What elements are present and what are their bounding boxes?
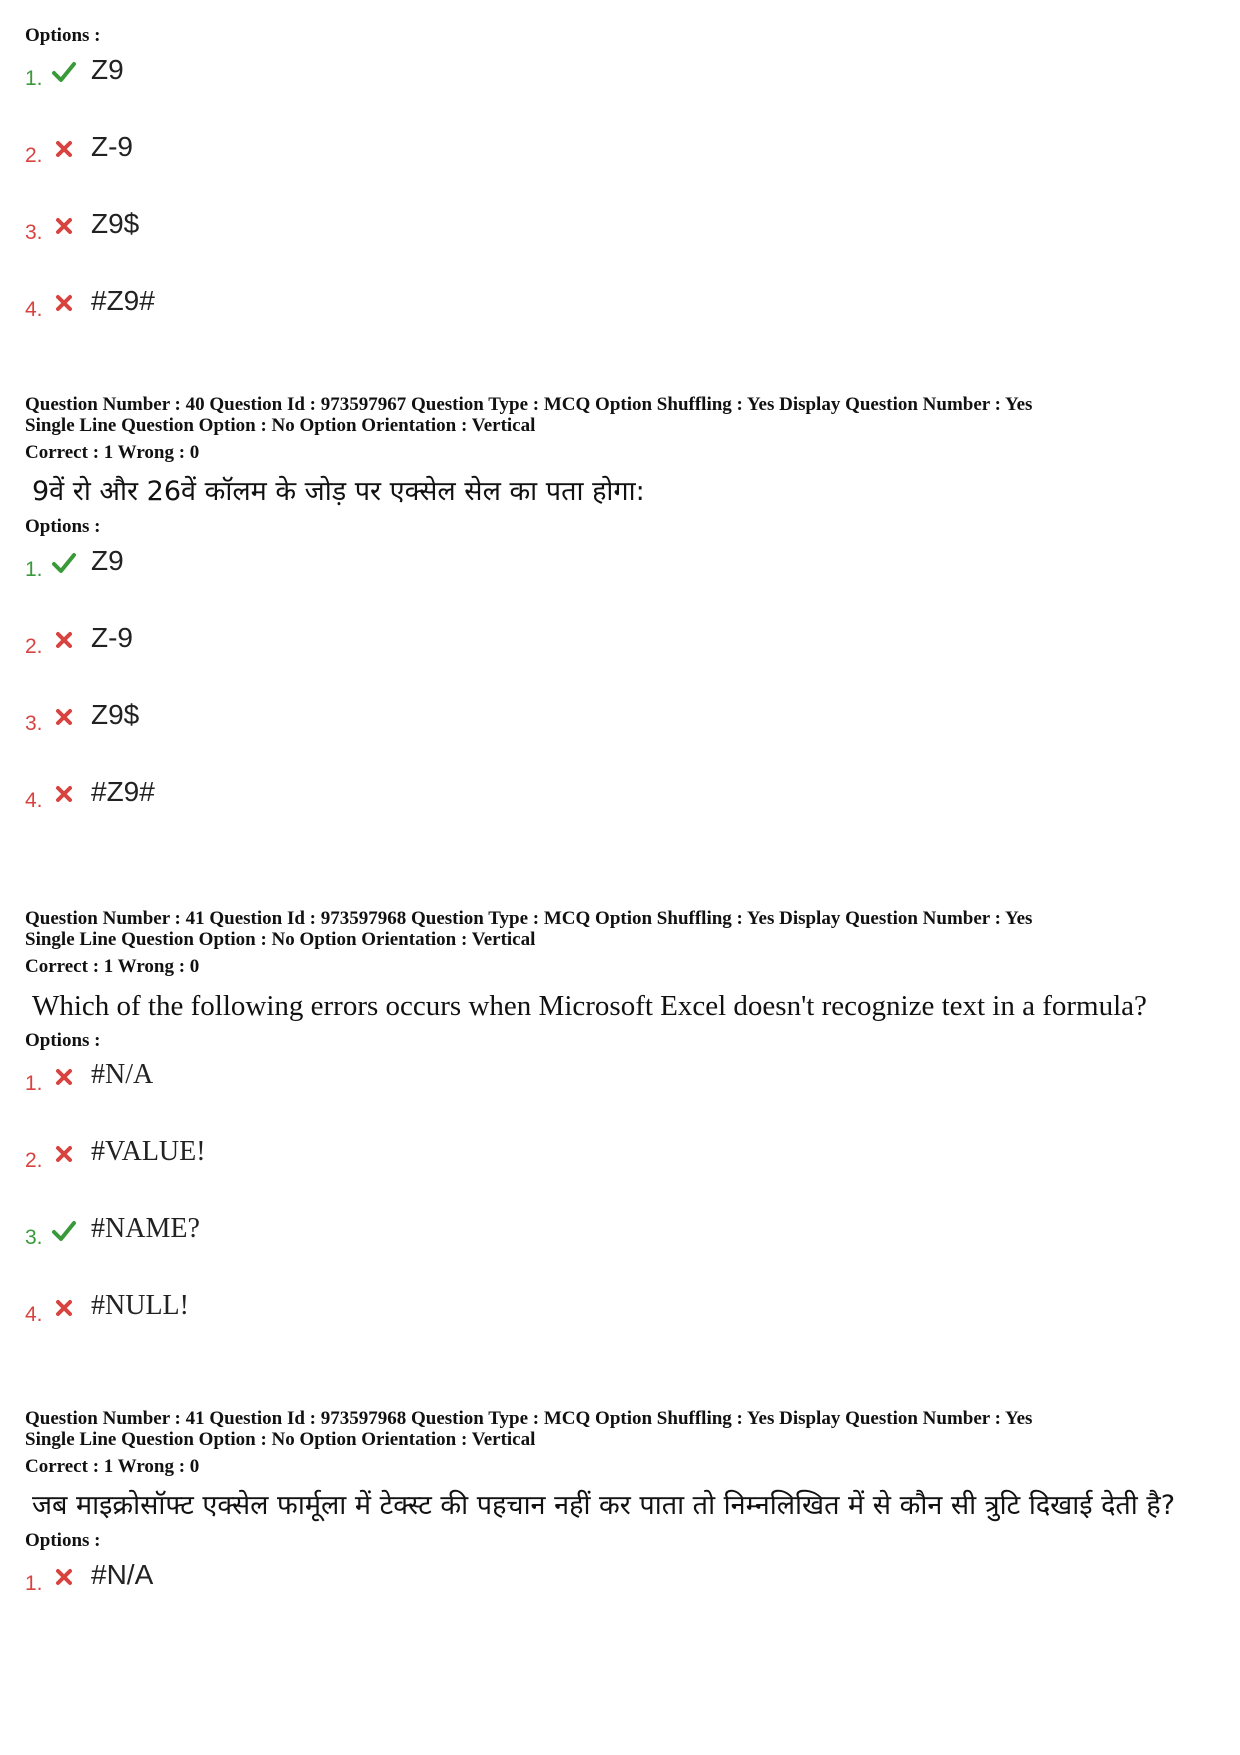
options-label: Options : xyxy=(25,1530,101,1551)
cross-icon xyxy=(51,627,77,653)
question-41-english-block xyxy=(25,908,1215,1366)
option-item xyxy=(25,1135,1215,1212)
option-item xyxy=(25,544,1215,621)
cross-icon xyxy=(51,1141,77,1167)
options-label: Options : xyxy=(25,516,101,537)
option-number: 3. xyxy=(25,1226,43,1249)
marks-line: Correct : 1 Wrong : 0 xyxy=(25,1456,200,1477)
question-meta: Question Number : 41 Question Id : 973597968 Question Type : MCQ Option Shuffling : Yes Display Question Number : Yes xyxy=(25,908,1033,929)
option-number: 2. xyxy=(25,635,43,658)
question-40-block xyxy=(25,394,1215,852)
option-list xyxy=(25,53,1215,361)
option-text: Z9$ xyxy=(91,699,140,730)
option-number: 4. xyxy=(25,1303,43,1326)
question-text: जब माइक्रोसॉफ्ट एक्सेल फार्मूला में टेक्स्ट की पहचान नहीं कर पाता तो निम्नलिखित में से कौन सी त्रुटि दिखाई देती है? xyxy=(32,1490,1176,1521)
option-item xyxy=(25,775,1215,852)
option-number: 2. xyxy=(25,144,43,167)
option-text: #VALUE! xyxy=(91,1136,206,1167)
option-number: 1. xyxy=(25,67,43,90)
marks-line: Correct : 1 Wrong : 0 xyxy=(25,956,200,977)
option-number: 1. xyxy=(25,558,43,581)
option-text: Z9 xyxy=(91,545,124,576)
option-text: #N/A xyxy=(91,1059,154,1090)
option-text: #N/A xyxy=(91,1559,154,1590)
option-text: Z9 xyxy=(91,54,124,85)
question-meta: Question Number : 40 Question Id : 973597967 Question Type : MCQ Option Shuffling : Yes Display Question Number : Yes xyxy=(25,394,1033,415)
option-item xyxy=(25,698,1215,775)
option-text: Z-9 xyxy=(91,622,133,653)
option-number: 3. xyxy=(25,712,43,735)
option-item xyxy=(25,1558,1215,1635)
option-number: 2. xyxy=(25,1149,43,1172)
cross-icon xyxy=(51,1064,77,1090)
marks-line: Correct : 1 Wrong : 0 xyxy=(25,442,200,463)
question-text: Which of the following errors occurs when Microsoft Excel doesn't recognize text in a formula? xyxy=(32,990,1147,1022)
question-meta: Single Line Question Option : No Option Orientation : Vertical xyxy=(25,929,536,950)
options-label: Options : xyxy=(25,25,101,46)
option-item xyxy=(25,207,1215,284)
option-item xyxy=(25,53,1215,130)
cross-icon xyxy=(51,1295,77,1321)
option-text: Z-9 xyxy=(91,131,133,162)
check-icon xyxy=(51,59,77,85)
cross-icon xyxy=(51,290,77,316)
cross-icon xyxy=(51,1564,77,1590)
option-text: #Z9# xyxy=(91,776,155,807)
option-number: 1. xyxy=(25,1072,43,1095)
option-item xyxy=(25,1058,1215,1135)
option-number: 4. xyxy=(25,789,43,812)
question-text: 9वें रो और 26वें कॉलम के जोड़ पर एक्सेल सेल का पता होगा: xyxy=(32,476,645,507)
question-41-hindi-block xyxy=(25,1408,1215,1635)
option-list xyxy=(25,1058,1215,1366)
question-meta: Single Line Question Option : No Option Orientation : Vertical xyxy=(25,415,536,436)
cross-icon xyxy=(51,213,77,239)
option-item xyxy=(25,284,1215,361)
question-39-options-block xyxy=(25,25,1215,361)
option-list xyxy=(25,1558,1215,1635)
cross-icon xyxy=(51,781,77,807)
option-item xyxy=(25,1289,1215,1366)
options-label: Options : xyxy=(25,1030,101,1051)
check-icon xyxy=(51,1218,77,1244)
option-text: #NULL! xyxy=(91,1290,189,1321)
option-item xyxy=(25,621,1215,698)
option-item xyxy=(25,1212,1215,1289)
option-text: Z9$ xyxy=(91,208,140,239)
question-meta: Single Line Question Option : No Option Orientation : Vertical xyxy=(25,1429,536,1450)
option-text: #NAME? xyxy=(91,1213,200,1244)
cross-icon xyxy=(51,704,77,730)
question-meta: Question Number : 41 Question Id : 973597968 Question Type : MCQ Option Shuffling : Yes Display Question Number : Yes xyxy=(25,1408,1033,1429)
cross-icon xyxy=(51,136,77,162)
option-number: 4. xyxy=(25,298,43,321)
option-number: 1. xyxy=(25,1572,43,1595)
option-list xyxy=(25,544,1215,852)
option-text: #Z9# xyxy=(91,285,155,316)
check-icon xyxy=(51,550,77,576)
option-item xyxy=(25,130,1215,207)
option-number: 3. xyxy=(25,221,43,244)
